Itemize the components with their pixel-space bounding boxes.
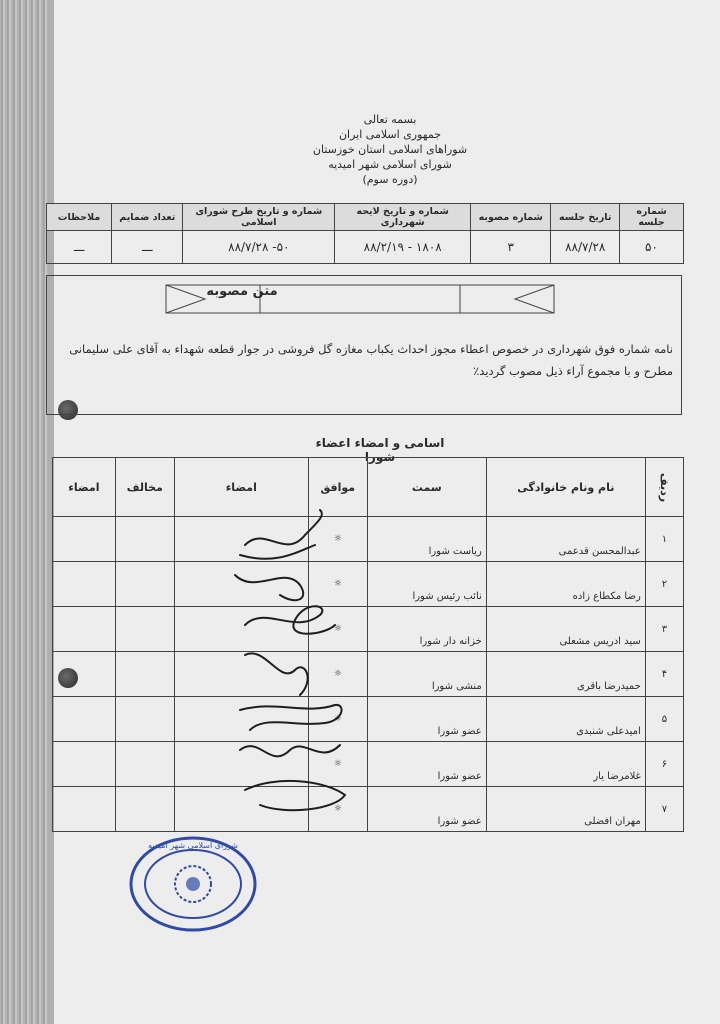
meta-header-session-date: تاریخ جلسه — [551, 204, 620, 231]
member-role: عضو شورا — [367, 787, 486, 832]
meta-attachments: ـــ — [112, 231, 183, 264]
signature-1 — [245, 510, 322, 545]
header-line-province: شوراهای اسلامی استان خوزستان — [312, 143, 468, 156]
meta-header-resolution-number: شماره مصوبه — [471, 204, 551, 231]
disagree-signature-cell — [53, 517, 116, 562]
header-agree-signature: امضاء — [174, 458, 308, 517]
agree-mark: ☼ — [308, 562, 367, 607]
meta-header-attachments: تعداد ضمایم — [112, 204, 183, 231]
meta-table — [46, 203, 684, 264]
agree-mark: ☼ — [308, 742, 367, 787]
row-number: ۶ — [645, 742, 683, 787]
member-role: عضو شورا — [367, 697, 486, 742]
disagree-cell — [115, 697, 174, 742]
table-row — [53, 562, 684, 607]
resolution-title: متن مصوبه — [206, 283, 278, 299]
binding-spine — [0, 0, 48, 1024]
member-name: عبدالمحسن قدعمی — [486, 517, 645, 562]
member-name: رضا مکطاع زاده — [486, 562, 645, 607]
meta-header-plan-number-date: شماره و تاریخ طرح شورای اسلامی — [183, 204, 335, 231]
member-name: امیدعلی شنبدی — [486, 697, 645, 742]
meta-session-date: ۸۸/۷/۲۸ — [551, 231, 620, 264]
resolution-text: نامه شماره فوق شهرداری در خصوص اعطاء مجوز احداث یکباب مغازه گل فروشی در جوار قطعه شهداء به آقای علی سلیمانی مطرح و با مجموع آراء ذیل مصوب گردید٪ — [69, 342, 673, 378]
member-name: مهران افضلی — [486, 787, 645, 832]
disagree-signature-cell — [53, 787, 116, 832]
meta-resolution-number: ۳ — [471, 231, 551, 264]
seal-text: شورای اسلامی شهر امیدیه — [148, 841, 238, 850]
agree-mark: ☼ — [308, 517, 367, 562]
signature-6 — [240, 745, 340, 756]
agree-mark: ☼ — [308, 652, 367, 697]
meta-remarks: ـــ — [47, 231, 112, 264]
table-row — [53, 607, 684, 652]
disagree-signature-cell — [53, 652, 116, 697]
members-table — [52, 457, 684, 832]
disagree-cell — [115, 787, 174, 832]
header-disagree-signature: امضاء — [53, 458, 116, 517]
member-role: خزانه دار شورا — [367, 607, 486, 652]
disagree-cell — [115, 607, 174, 652]
signature-7 — [245, 781, 345, 810]
signature-5 — [240, 705, 342, 730]
handwritten-signatures — [225, 505, 365, 825]
table-row — [53, 697, 684, 742]
header-line-country: جمهوری اسلامی ایران — [338, 128, 442, 141]
meta-plan-number-date: ۵۰- ۸۸/۷/۲۸ — [183, 231, 335, 264]
header-position: سمت — [367, 458, 486, 517]
table-row — [53, 652, 684, 697]
row-number: ۵ — [645, 697, 683, 742]
disagree-cell — [115, 562, 174, 607]
row-number: ۴ — [645, 652, 683, 697]
row-number: ۲ — [645, 562, 683, 607]
header-line-term: (دوره سوم) — [362, 173, 418, 186]
member-name: سید ادریس مشعلی — [486, 607, 645, 652]
row-number: ۳ — [645, 607, 683, 652]
header-disagree: مخالف — [115, 458, 174, 517]
meta-value-row — [47, 231, 684, 264]
header-agree: موافق — [308, 458, 367, 517]
disagree-cell — [115, 652, 174, 697]
member-role: نائب رئیس شورا — [367, 562, 486, 607]
agree-mark: ☼ — [308, 697, 367, 742]
resolution-box — [46, 275, 682, 415]
table-row — [53, 787, 684, 832]
row-number: ۱ — [645, 517, 683, 562]
header-line-city: شورای اسلامی شهر امیدیه — [328, 158, 452, 171]
header-line-basmala: بسمه تعالی — [363, 113, 417, 126]
header-row-number: ردیف — [645, 458, 683, 517]
row-number: ۷ — [645, 787, 683, 832]
disagree-signature-cell — [53, 562, 116, 607]
seal-center — [186, 877, 200, 891]
meta-header-session-number: شماره جلسه — [620, 204, 684, 231]
agree-mark: ☼ — [308, 787, 367, 832]
disagree-signature-cell — [53, 742, 116, 787]
meta-session-number: ۵۰ — [620, 231, 684, 264]
member-role: منشی شورا — [367, 652, 486, 697]
member-name: غلامرضا یار — [486, 742, 645, 787]
meta-header-remarks: ملاحظات — [47, 204, 112, 231]
official-seal — [128, 834, 258, 934]
agree-mark: ☼ — [308, 607, 367, 652]
member-role: ریاست شورا — [367, 517, 486, 562]
meta-bill-number-date: ۱۸۰۸ - ۸۸/۲/۱۹ — [335, 231, 471, 264]
header-full-name: نام ونام خانوادگی — [486, 458, 645, 517]
signature-4 — [245, 653, 308, 695]
signature-1-tail — [240, 545, 315, 559]
member-role: عضو شورا — [367, 742, 486, 787]
disagree-cell — [115, 517, 174, 562]
disagree-signature-cell — [53, 697, 116, 742]
disagree-cell — [115, 742, 174, 787]
member-name: حمیدرضا باقری — [486, 652, 645, 697]
signature-3 — [245, 606, 335, 634]
disagree-signature-cell — [53, 607, 116, 652]
table-row — [53, 742, 684, 787]
letterhead — [270, 112, 510, 187]
members-title: اسامی و امضاء اعضاء شورا — [315, 436, 445, 464]
meta-header-bill-number-date: شماره و تاریخ لایحه شهرداری — [335, 204, 471, 231]
signature-2 — [235, 575, 303, 600]
meta-header-row — [47, 204, 684, 231]
members-header-row — [53, 458, 684, 517]
table-row — [53, 517, 684, 562]
